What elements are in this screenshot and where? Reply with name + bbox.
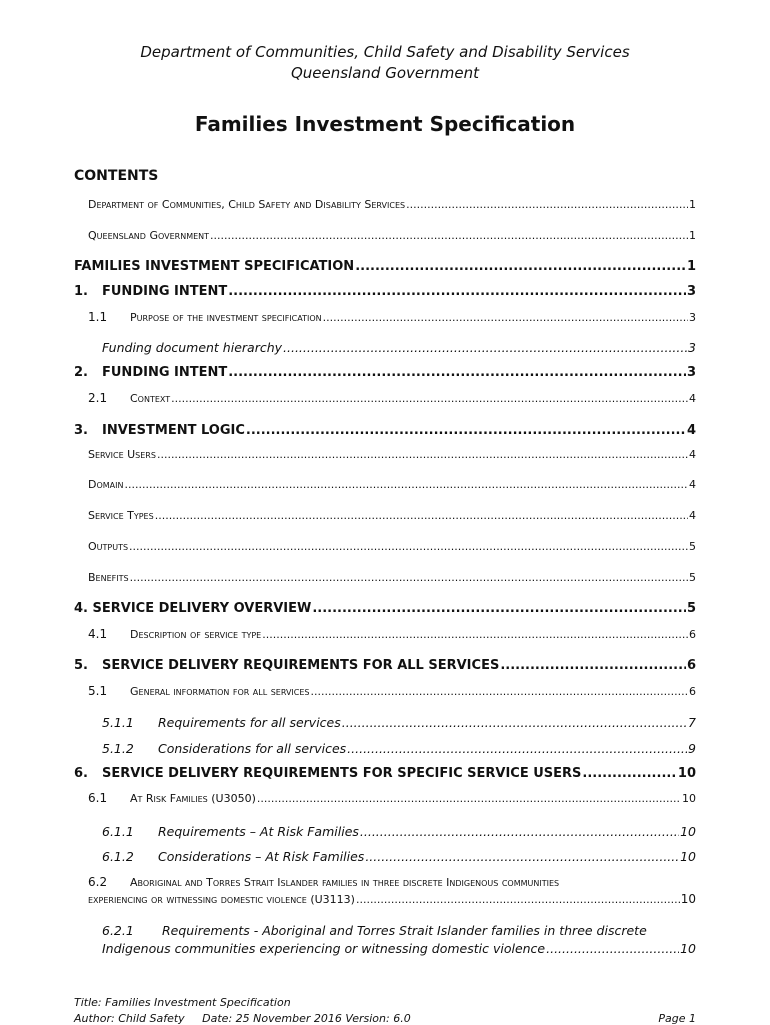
toc-entry-text: Funding document hierarchy bbox=[102, 340, 283, 355]
toc-entry-text: Domain bbox=[88, 478, 124, 491]
toc-entry-page: 10 bbox=[680, 824, 696, 839]
toc-entry-page: 4 bbox=[689, 509, 696, 522]
toc-entry-page: 10 bbox=[680, 892, 696, 906]
government-name: Queensland Government bbox=[290, 64, 480, 82]
toc-entry-page: 4 bbox=[689, 478, 696, 491]
toc-entry-text: Department of Communities, Child Safety and Disability Services bbox=[88, 198, 406, 211]
toc-entry-page: 10 bbox=[677, 766, 696, 781]
toc-entry-number: 1. bbox=[74, 284, 88, 299]
toc-entry[interactable] bbox=[102, 922, 696, 958]
toc-entry-text: At Risk Families (U3050) bbox=[130, 792, 256, 805]
toc-entry-page: 4 bbox=[689, 392, 696, 405]
footer-author-date: Author: Child Safety Date: 25 November 2016 Version: 6.0 bbox=[74, 1012, 411, 1025]
toc-entry-number: 6. bbox=[74, 766, 88, 781]
toc-entry[interactable] bbox=[88, 448, 696, 461]
toc-entry-page: 3 bbox=[688, 340, 696, 355]
toc-entry[interactable] bbox=[74, 365, 696, 380]
toc-entry[interactable] bbox=[74, 658, 696, 673]
toc-entry[interactable] bbox=[88, 791, 696, 805]
contents-heading: CONTENTS bbox=[74, 168, 159, 184]
toc-entry-number: 5.1.1 bbox=[102, 715, 134, 730]
toc-entry-page: 3 bbox=[686, 284, 696, 299]
toc-entry-text: Queensland Government bbox=[88, 229, 210, 242]
toc-entry-page: 10 bbox=[680, 941, 696, 956]
toc-entry-text: Requirements – At Risk Families bbox=[158, 824, 359, 839]
toc-entry[interactable] bbox=[88, 478, 696, 491]
toc-entry-page: 1 bbox=[689, 229, 696, 242]
toc-entry[interactable] bbox=[74, 284, 696, 299]
toc-entry-text: Description of service type bbox=[130, 628, 262, 641]
toc-entry-text-continued: experiencing or witnessing domestic violence (U3113) bbox=[88, 893, 355, 906]
toc-entry[interactable] bbox=[74, 766, 696, 781]
toc-entry-text: Service Types bbox=[88, 509, 154, 522]
toc-entry-text-continued: Indigenous communities experiencing or witnessing domestic violence bbox=[102, 941, 546, 956]
toc-entry-text: 4. SERVICE DELIVERY OVERVIEW bbox=[74, 601, 312, 616]
toc-entry-page: 4 bbox=[686, 423, 696, 438]
toc-entry-number: 5.1.2 bbox=[102, 741, 134, 756]
toc-entry-page: 3 bbox=[686, 365, 696, 380]
toc-entry-page: 6 bbox=[689, 628, 696, 641]
toc-entry-page: 5 bbox=[686, 601, 696, 616]
toc-entry-page: 9 bbox=[688, 741, 696, 756]
toc-entry-text: Outputs bbox=[88, 540, 129, 553]
toc-entry-text: Considerations – At Risk Families bbox=[158, 849, 365, 864]
toc-entry[interactable] bbox=[102, 340, 696, 355]
toc-entry-number: 6.1 bbox=[88, 791, 108, 805]
toc-entry-page: 5 bbox=[689, 540, 696, 553]
toc-entry[interactable] bbox=[74, 601, 696, 616]
toc-entry-text: FUNDING INTENT bbox=[102, 365, 228, 380]
toc-entry-number: 5.1 bbox=[88, 684, 108, 698]
toc-entry-page: 7 bbox=[688, 715, 696, 730]
toc-entry-text: General information for all services bbox=[130, 685, 310, 698]
toc-entry[interactable] bbox=[102, 849, 696, 864]
toc-entry-text: Requirements - Aboriginal and Torres Strait Islander families in three discrete bbox=[162, 923, 647, 938]
toc-entry-number: 6.2 bbox=[88, 875, 108, 889]
toc-entry-text: Benefits bbox=[88, 571, 129, 584]
toc-entry[interactable] bbox=[88, 874, 696, 908]
toc-entry[interactable] bbox=[88, 571, 696, 584]
toc-entry-number: 3. bbox=[74, 423, 88, 438]
toc-entry[interactable] bbox=[102, 715, 696, 730]
toc-entry-number: 4.1 bbox=[88, 627, 108, 641]
toc-entry[interactable] bbox=[74, 423, 696, 438]
toc-entry-number: 1.1 bbox=[88, 310, 108, 324]
document-header bbox=[0, 42, 770, 84]
toc-entry-page: 10 bbox=[680, 849, 696, 864]
toc-entry-page: 1 bbox=[686, 259, 696, 274]
toc-entry-text: Service Users bbox=[88, 448, 156, 461]
toc-entry-page: 5 bbox=[689, 571, 696, 584]
toc-entry-number: 2. bbox=[74, 365, 88, 380]
toc-entry-text: Purpose of the investment specification bbox=[130, 311, 322, 324]
toc-entry-page: 6 bbox=[686, 658, 696, 673]
toc-entry-text: Considerations for all services bbox=[158, 741, 347, 756]
toc-entry-number: 5. bbox=[74, 658, 88, 673]
document-title: Families Investment Specification bbox=[194, 112, 576, 136]
toc-entry-text: Aboriginal and Torres Strait Islander families in three discrete Indigenous communities bbox=[130, 876, 560, 889]
toc-entry-text: SERVICE DELIVERY REQUIREMENTS FOR SPECIFIC SERVICE USERS bbox=[102, 766, 582, 781]
department-name: Department of Communities, Child Safety and Disability Services bbox=[140, 43, 630, 61]
toc-entry-text: Context bbox=[130, 392, 171, 405]
toc-entry-number: 6.1.1 bbox=[102, 824, 134, 839]
toc-entry-page: 4 bbox=[689, 448, 696, 461]
footer-title: Title: Families Investment Specification bbox=[74, 996, 291, 1009]
toc-entry[interactable] bbox=[102, 741, 696, 756]
toc-entry-text: FAMILIES INVESTMENT SPECIFICATION bbox=[74, 259, 355, 274]
toc-entry-number: 2.1 bbox=[88, 391, 108, 405]
toc-entry[interactable] bbox=[88, 391, 696, 405]
footer-page-number: Page 1 bbox=[658, 1012, 696, 1025]
toc-entry[interactable] bbox=[102, 824, 696, 839]
toc-entry[interactable] bbox=[88, 229, 696, 242]
toc-entry-page: 10 bbox=[682, 792, 696, 805]
toc-entry-text: INVESTMENT LOGIC bbox=[102, 423, 245, 438]
toc-entry[interactable] bbox=[88, 509, 696, 522]
toc-entry-text: FUNDING INTENT bbox=[102, 284, 228, 299]
toc-entry-text: SERVICE DELIVERY REQUIREMENTS FOR ALL SERVICES bbox=[102, 658, 500, 673]
toc-entry[interactable] bbox=[88, 627, 696, 641]
toc-entry[interactable] bbox=[88, 684, 696, 698]
toc-entry-page: 3 bbox=[689, 311, 696, 324]
toc-entry-page: 6 bbox=[689, 685, 696, 698]
toc-entry-number: 6.1.2 bbox=[102, 849, 134, 864]
toc-entry[interactable] bbox=[88, 310, 696, 324]
toc-entry-text: Requirements for all services bbox=[158, 715, 341, 730]
toc-entry[interactable] bbox=[74, 259, 696, 274]
toc-entry[interactable] bbox=[88, 198, 696, 211]
toc-entry-page: 1 bbox=[689, 198, 696, 211]
toc-entry-number: 6.2.1 bbox=[102, 923, 134, 938]
toc-entry[interactable] bbox=[88, 540, 696, 553]
